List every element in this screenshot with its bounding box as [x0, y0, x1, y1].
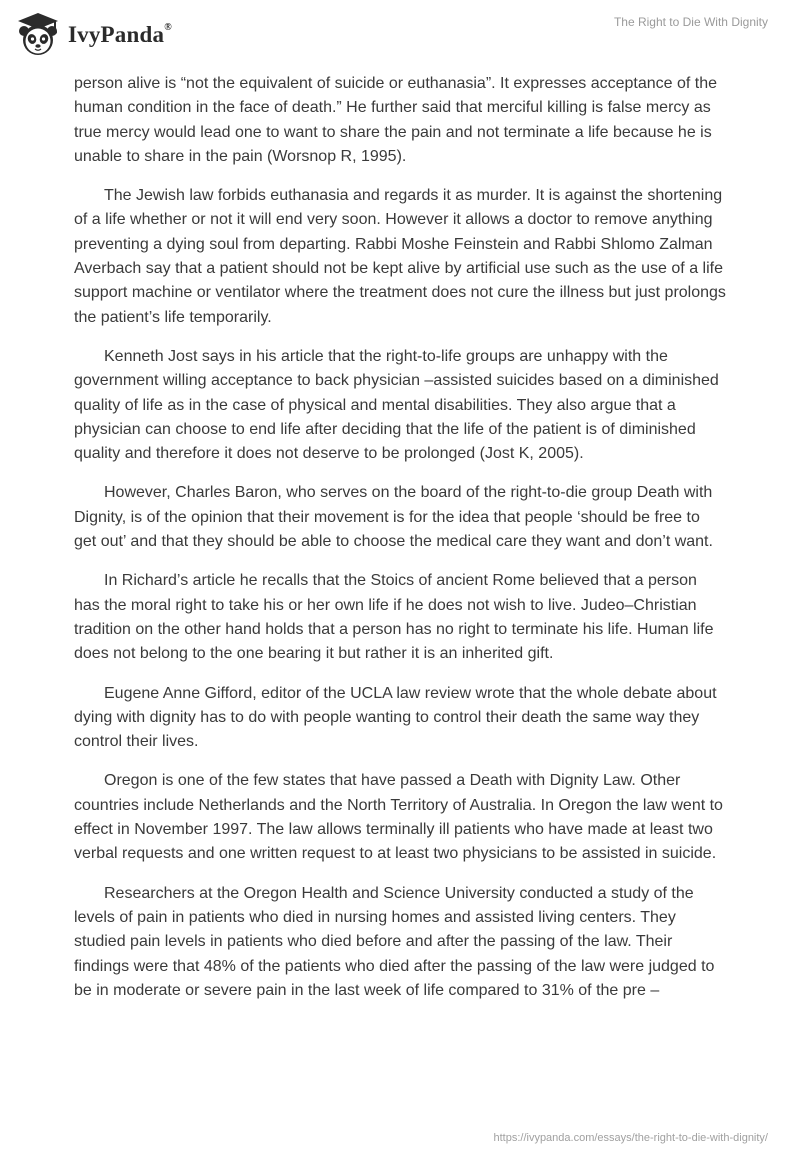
essay-body — [74, 72, 726, 1018]
paragraph-6: Eugene Anne Gifford, editor of the UCLA law review wrote that the whole debate about dying with dignity has to do with people wanting to control their death the same way they control their lives. — [74, 684, 717, 751]
ivypanda-logo[interactable] — [14, 10, 172, 58]
paragraph-3: Kenneth Jost says in his article that the right-to-life groups are unhappy with the government willing acceptance to back physician –assisted suicides based on a diminished quality of life as in the case of physical and mental disabilities. They also argue that a physician can choose to end life after deciding that the life of the patient is of diminished quality and therefore it does not deserve to be prolonged (Jost K, 2005). — [74, 347, 719, 463]
source-url-link[interactable]: https://ivypanda.com/essays/the-right-to-die-with-dignity/ — [493, 1132, 768, 1144]
logo-wordmark — [68, 22, 172, 48]
registered-mark: ® — [164, 22, 172, 34]
paragraph-1: person alive is “not the equivalent of suicide or euthanasia”. It expresses acceptance of the human condition in the face of death.” He further said that merciful killing is false mercy as true mercy would lead one to want to share the pain and not terminate a life because he is unable to share in the pain (Worsnop R, 1995). — [74, 75, 718, 165]
logo-name: IvyPanda — [68, 22, 165, 47]
page-header — [0, 0, 800, 70]
panda-graduate-icon — [14, 10, 62, 58]
paragraph-2: The Jewish law forbids euthanasia and regards it as murder. It is against the shortening of a life whether or not it will end very soon. However it allows a doctor to remove anything preventing a dying soul from departing. Rabbi Moshe Feinstein and Rabbi Shlomo Zalman Averbach say that a patient should not be kept alive by artificial use such as the use of a life support machine or ventilator where the treatment does not cure the illness but just prolongs the patient’s life temporarily. — [74, 187, 726, 326]
paragraph-4: However, Charles Baron, who serves on the board of the right-to-die group Death with Dignity, is of the opinion that their movement is for the idea that people ‘should be free to get out’ and that they should be able to choose the medical care they want and don’t want. — [74, 484, 713, 551]
paragraph-8: Researchers at the Oregon Health and Science University conducted a study of the levels of pain in patients who died in nursing homes and assisted living centers. They studied pain levels in patients who died before and after the passing of the law. Their findings were that 48% of the patients who died after the passing of the law were judged to be in moderate or severe pain in the last week of life compared to 31% of the pre – — [74, 884, 715, 999]
paragraph-5: In Richard’s article he recalls that the Stoics of ancient Rome believed that a person has the moral right to take his or her own life if he does not wish to live. Judeo–Christian tradition on the other hand holds that a person has no right to terminate his life. Human life does not belong to the one bearing it but rather it is an inherited gift. — [74, 572, 714, 663]
paragraph-7: Oregon is one of the few states that have passed a Death with Dignity Law. Other countries include Netherlands and the North Territory of Australia. In Oregon the law went to effect in November 1997. The law allows terminally ill patients who have made at least two verbal requests and one written request to at least two physicians to be assisted in suicide. — [74, 772, 723, 863]
document-title: The Right to Die With Dignity — [613, 15, 768, 29]
